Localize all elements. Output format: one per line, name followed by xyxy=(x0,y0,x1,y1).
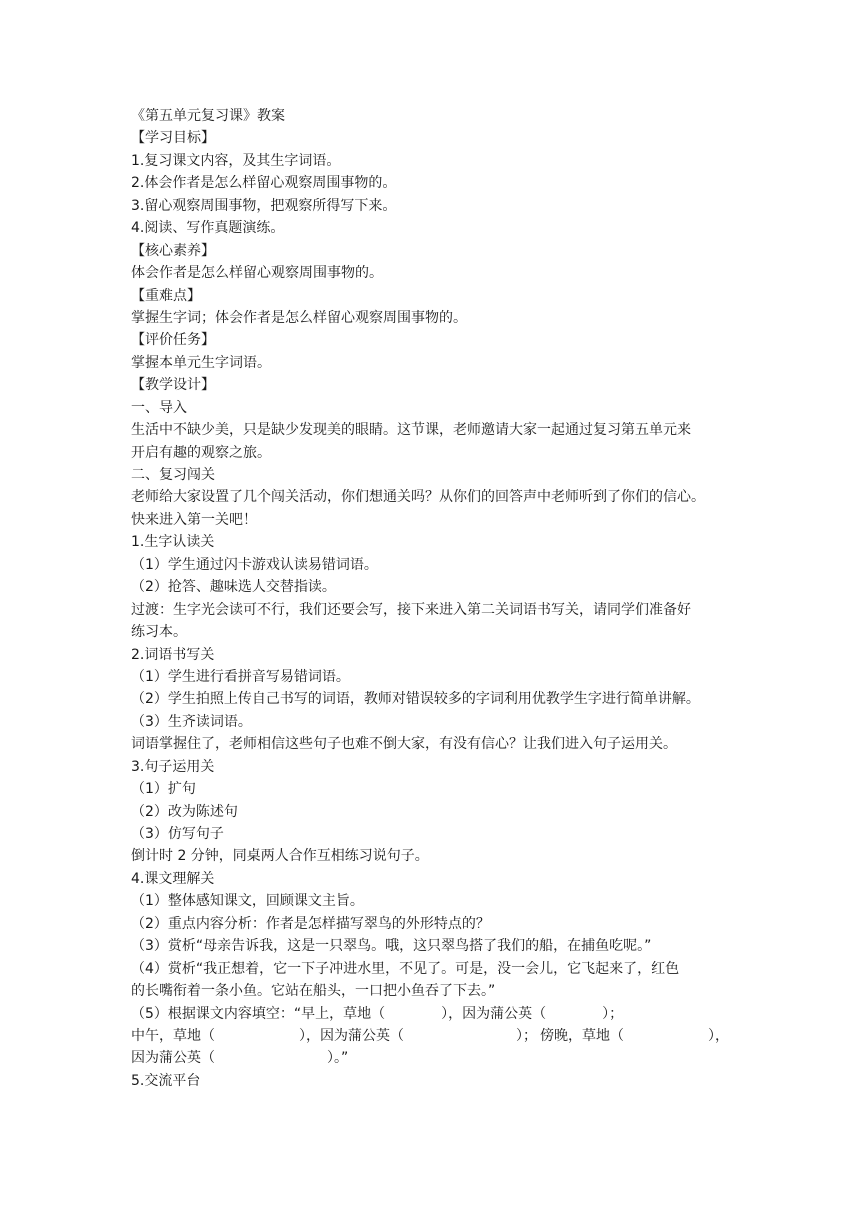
section-heading-design: 【教学设计】 xyxy=(131,377,215,394)
level-heading: 4.课文理解关 xyxy=(131,870,215,887)
level-heading: 3.句子运用关 xyxy=(131,758,215,775)
section-heading-key-points: 【重难点】 xyxy=(131,287,201,304)
subheading-intro: 一、导入 xyxy=(131,399,187,416)
list-item: （1）扩句 xyxy=(131,781,196,798)
list-item: （3）赏析“母亲告诉我，这是一只翠鸟。哦，这只翠鸟搭了我们的船，在捕鱼吃呢。” xyxy=(131,938,652,955)
paragraph: 掌握生字词；体会作者是怎么样留心观察周围事物的。 xyxy=(131,309,467,326)
paragraph: 倒计时 2 分钟，同桌两人合作互相练习说句子。 xyxy=(131,848,429,865)
list-item: （2）重点内容分析：作者是怎样描写翠鸟的外形特点的？ xyxy=(131,915,490,932)
fill-blank-left: 中午，草地（ ），因为蒲公英（ ）； xyxy=(131,1027,537,1044)
fill-blank-item: （5）根据课文内容填空：“早上，草地（ ），因为蒲公英（ ）； xyxy=(131,1005,624,1022)
level-heading: 5.交流平台 xyxy=(131,1072,201,1089)
paragraph: 体会作者是怎么样留心观察周围事物的。 xyxy=(131,265,383,282)
list-item: （1）学生通过闪卡游戏认读易错词语。 xyxy=(131,556,378,573)
paragraph: 过渡：生字光会读可不行，我们还要会写，接下来进入第二关词语书写关，请同学们准备好 xyxy=(131,601,691,618)
paragraph: 词语掌握住了，老师相信这些句子也难不倒大家，有没有信心？让我们进入句子运用关。 xyxy=(131,736,677,753)
document-title: 《第五单元复习课》教案 xyxy=(131,108,285,124)
fill-blank-row xyxy=(131,1025,729,1047)
fill-blank-continued: 因为蒲公英（ ）。” xyxy=(131,1050,349,1067)
section-heading-evaluation: 【评价任务】 xyxy=(131,332,215,349)
paragraph: 开启有趣的观察之旅。 xyxy=(131,444,271,461)
list-item-continued: 的长嘴衔着一条小鱼。它站在船头，一口把小鱼吞了下去。” xyxy=(131,983,496,1000)
fill-blank-right: 傍晚，草地（ ）， xyxy=(540,1027,729,1044)
section-heading-literacy: 【核心素养】 xyxy=(131,242,215,259)
level-heading: 1.生字认读关 xyxy=(131,534,215,551)
paragraph: 老师给大家设置了几个闯关活动，你们想通关吗？从你们的回答声中老师听到了你们的信心。 xyxy=(131,489,705,506)
list-item: （2）改为陈述句 xyxy=(131,803,238,820)
objective-item: 1.复习课文内容，及其生字词语。 xyxy=(131,152,341,169)
objective-item: 3.留心观察周围事物，把观察所得写下来。 xyxy=(131,197,397,214)
section-heading-objectives: 【学习目标】 xyxy=(131,130,215,147)
document-body xyxy=(131,105,731,1092)
objective-item: 2.体会作者是怎么样留心观察周围事物的。 xyxy=(131,175,397,192)
list-item: （3）仿写句子 xyxy=(131,826,224,842)
list-item: （1）整体感知课文，回顾课文主旨。 xyxy=(131,893,364,910)
paragraph: 生活中不缺少美，只是缺少发现美的眼睛。这节课，老师邀请大家一起通过复习第五单元来 xyxy=(131,422,691,439)
list-item: （2）抢答、趣味选人交替指读。 xyxy=(131,579,336,596)
level-heading: 2.词语书写关 xyxy=(131,646,215,663)
paragraph: 快来进入第一关吧！ xyxy=(131,511,257,528)
paragraph: 练习本。 xyxy=(131,624,187,641)
subheading-review: 二、复习闯关 xyxy=(131,467,215,483)
list-item: （2）学生拍照上传自己书写的词语，教师对错误较多的字词利用优教学生字进行简单讲解。 xyxy=(131,691,700,708)
list-item: （1）学生进行看拼音写易错词语。 xyxy=(131,668,350,685)
list-item: （4）赏析“我正想着，它一下子冲进水里，不见了。可是，没一会儿，它飞起来了，红色 xyxy=(131,960,680,977)
paragraph: 掌握本单元生字词语。 xyxy=(131,354,271,371)
objective-item: 4.阅读、写作真题演练。 xyxy=(131,220,285,237)
list-item: （3）生齐读词语。 xyxy=(131,713,252,730)
